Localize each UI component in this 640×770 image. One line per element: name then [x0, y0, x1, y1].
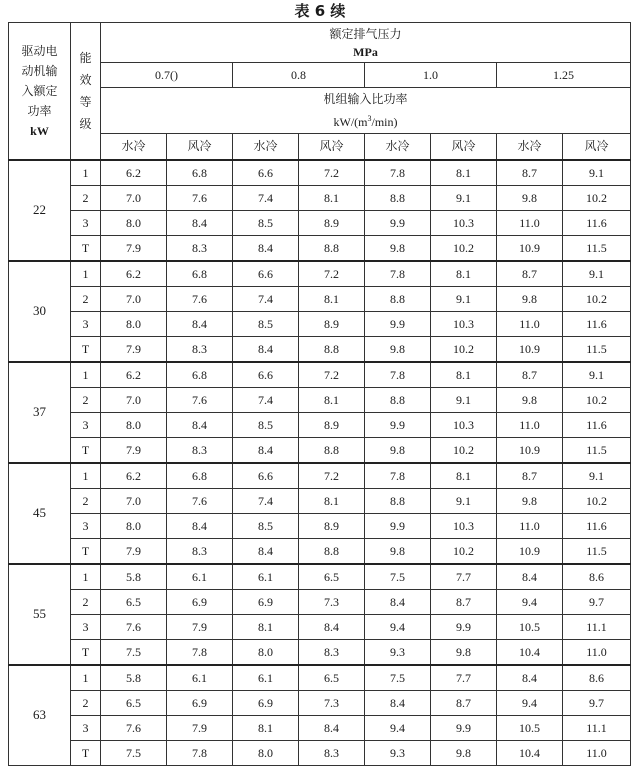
value-cell: 9.1 [431, 488, 497, 513]
value-cell: 10.3 [431, 513, 497, 538]
table-row [9, 715, 631, 740]
value-cell: 8.9 [299, 210, 365, 235]
value-cell: 8.1 [299, 488, 365, 513]
value-cell: 8.6 [563, 564, 631, 590]
value-cell: 9.8 [365, 538, 431, 564]
value-cell: 9.8 [365, 437, 431, 463]
value-cell: 6.1 [233, 665, 299, 691]
grade-cell: 2 [71, 387, 101, 412]
grade-header: 能 效 等 级 [71, 23, 101, 160]
value-cell: 6.8 [167, 261, 233, 287]
value-cell: 9.7 [563, 690, 631, 715]
value-cell: 6.2 [101, 362, 167, 388]
value-cell: 9.8 [497, 488, 563, 513]
value-cell: 9.1 [431, 286, 497, 311]
table-row [9, 261, 631, 287]
value-cell: 7.5 [365, 564, 431, 590]
value-cell: 11.5 [563, 336, 631, 362]
value-cell: 8.8 [299, 336, 365, 362]
value-cell: 7.2 [299, 362, 365, 388]
value-cell: 8.0 [101, 412, 167, 437]
cooling-air-header: 风冷 [167, 134, 233, 160]
power-cell: 63 [9, 665, 71, 766]
value-cell: 7.9 [167, 614, 233, 639]
cooling-water-header: 水冷 [497, 134, 563, 160]
table-row [9, 311, 631, 336]
grade-cell: 1 [71, 261, 101, 287]
grade-cell: 3 [71, 412, 101, 437]
value-cell: 8.4 [233, 437, 299, 463]
value-cell: 10.9 [497, 336, 563, 362]
value-cell: 8.4 [365, 690, 431, 715]
value-cell: 10.9 [497, 437, 563, 463]
value-cell: 7.6 [101, 614, 167, 639]
value-cell: 7.6 [167, 286, 233, 311]
value-cell: 8.4 [497, 665, 563, 691]
value-cell: 10.4 [497, 639, 563, 665]
value-cell: 9.8 [365, 336, 431, 362]
cooling-water-header: 水冷 [233, 134, 299, 160]
power-cell: 30 [9, 261, 71, 362]
value-cell: 7.8 [167, 639, 233, 665]
value-cell: 7.0 [101, 185, 167, 210]
value-cell: 8.3 [167, 437, 233, 463]
value-cell: 8.7 [431, 690, 497, 715]
value-cell: 10.2 [431, 336, 497, 362]
value-cell: 6.6 [233, 160, 299, 186]
value-cell: 8.5 [233, 513, 299, 538]
value-cell: 10.2 [563, 286, 631, 311]
grade-cell: T [71, 235, 101, 261]
value-cell: 8.7 [497, 160, 563, 186]
value-cell: 7.8 [167, 740, 233, 765]
grade-cell: 3 [71, 715, 101, 740]
value-cell: 7.5 [101, 740, 167, 765]
value-cell: 8.0 [101, 311, 167, 336]
value-cell: 8.0 [233, 740, 299, 765]
table-row [9, 160, 631, 186]
power-header: 驱动电 动机输 入额定 功率 kW [9, 23, 71, 160]
specific-power-table [8, 22, 631, 766]
value-cell: 10.3 [431, 210, 497, 235]
value-cell: 7.9 [101, 538, 167, 564]
grade-cell: 1 [71, 665, 101, 691]
grade-cell: 3 [71, 513, 101, 538]
grade-cell: T [71, 437, 101, 463]
value-cell: 7.4 [233, 185, 299, 210]
value-cell: 8.1 [431, 463, 497, 489]
value-cell: 5.8 [101, 564, 167, 590]
table-body [9, 160, 631, 766]
value-cell: 7.8 [365, 160, 431, 186]
grade-cell: 2 [71, 185, 101, 210]
value-cell: 8.9 [299, 513, 365, 538]
pressure-value: 1.0 [365, 63, 497, 88]
value-cell: 6.2 [101, 160, 167, 186]
value-cell: 11.0 [497, 513, 563, 538]
value-cell: 8.0 [233, 639, 299, 665]
value-cell: 9.4 [365, 715, 431, 740]
value-cell: 9.8 [431, 639, 497, 665]
cooling-air-header: 风冷 [563, 134, 631, 160]
value-cell: 10.2 [431, 538, 497, 564]
cooling-air-header: 风冷 [299, 134, 365, 160]
cooling-water-header: 水冷 [365, 134, 431, 160]
value-cell: 7.8 [365, 362, 431, 388]
value-cell: 6.5 [101, 690, 167, 715]
grade-cell: T [71, 740, 101, 765]
value-cell: 8.7 [431, 589, 497, 614]
table-row [9, 564, 631, 590]
value-cell: 10.4 [497, 740, 563, 765]
value-cell: 7.5 [101, 639, 167, 665]
value-cell: 8.4 [365, 589, 431, 614]
value-cell: 9.4 [365, 614, 431, 639]
value-cell: 9.9 [431, 715, 497, 740]
value-cell: 9.3 [365, 740, 431, 765]
value-cell: 9.9 [365, 513, 431, 538]
value-cell: 10.2 [431, 437, 497, 463]
value-cell: 9.8 [497, 387, 563, 412]
value-cell: 7.9 [101, 437, 167, 463]
value-cell: 6.5 [299, 564, 365, 590]
value-cell: 7.4 [233, 286, 299, 311]
value-cell: 9.9 [431, 614, 497, 639]
table-row [9, 235, 631, 261]
value-cell: 9.8 [497, 185, 563, 210]
value-cell: 7.7 [431, 665, 497, 691]
value-cell: 6.6 [233, 261, 299, 287]
value-cell: 5.8 [101, 665, 167, 691]
value-cell: 7.4 [233, 387, 299, 412]
value-cell: 6.2 [101, 261, 167, 287]
value-cell: 10.2 [563, 185, 631, 210]
grade-cell: 3 [71, 614, 101, 639]
grade-cell: 1 [71, 362, 101, 388]
table-row [9, 589, 631, 614]
value-cell: 8.4 [233, 235, 299, 261]
value-cell: 7.2 [299, 160, 365, 186]
pressure-value: 1.25 [497, 63, 631, 88]
value-cell: 9.4 [497, 690, 563, 715]
grade-cell: T [71, 336, 101, 362]
value-cell: 8.1 [299, 387, 365, 412]
value-cell: 9.7 [563, 589, 631, 614]
value-cell: 7.3 [299, 589, 365, 614]
value-cell: 6.9 [167, 690, 233, 715]
table-row [9, 286, 631, 311]
grade-cell: 2 [71, 690, 101, 715]
value-cell: 9.1 [563, 362, 631, 388]
grade-cell: T [71, 538, 101, 564]
grade-cell: 3 [71, 210, 101, 235]
value-cell: 8.3 [299, 740, 365, 765]
table-row [9, 437, 631, 463]
grade-cell: 1 [71, 463, 101, 489]
power-cell: 22 [9, 160, 71, 261]
value-cell: 7.9 [167, 715, 233, 740]
cooling-water-header: 水冷 [101, 134, 167, 160]
value-cell: 8.7 [497, 362, 563, 388]
value-cell: 8.9 [299, 412, 365, 437]
grade-cell: 3 [71, 311, 101, 336]
value-cell: 8.4 [299, 715, 365, 740]
grade-cell: 2 [71, 286, 101, 311]
power-cell: 37 [9, 362, 71, 463]
value-cell: 6.9 [167, 589, 233, 614]
value-cell: 9.8 [431, 740, 497, 765]
power-cell: 55 [9, 564, 71, 665]
table-row [9, 336, 631, 362]
value-cell: 7.2 [299, 261, 365, 287]
value-cell: 6.1 [233, 564, 299, 590]
value-cell: 6.5 [101, 589, 167, 614]
table-row [9, 488, 631, 513]
value-cell: 6.8 [167, 463, 233, 489]
value-cell: 11.0 [497, 412, 563, 437]
value-cell: 8.5 [233, 210, 299, 235]
value-cell: 6.1 [167, 564, 233, 590]
value-cell: 9.9 [365, 412, 431, 437]
value-cell: 8.1 [299, 185, 365, 210]
value-cell: 8.1 [431, 362, 497, 388]
value-cell: 7.4 [233, 488, 299, 513]
pressure-header: 额定排气压力 MPa [101, 23, 631, 63]
value-cell: 11.6 [563, 210, 631, 235]
value-cell: 7.8 [365, 463, 431, 489]
value-cell: 10.2 [563, 387, 631, 412]
value-cell: 8.8 [299, 437, 365, 463]
table-row [9, 387, 631, 412]
value-cell: 7.6 [167, 185, 233, 210]
value-cell: 8.8 [365, 488, 431, 513]
value-cell: 8.8 [299, 538, 365, 564]
table-row [9, 412, 631, 437]
specific-power-header: 机组输入比功率 $kW/(m^3/\min)$ [101, 88, 631, 134]
value-cell: 6.8 [167, 362, 233, 388]
value-cell: 9.1 [563, 463, 631, 489]
value-cell: 8.8 [299, 235, 365, 261]
value-cell: 10.3 [431, 412, 497, 437]
value-cell: 9.8 [497, 286, 563, 311]
value-cell: 10.3 [431, 311, 497, 336]
table-row [9, 362, 631, 388]
value-cell: 7.5 [365, 665, 431, 691]
value-cell: 11.5 [563, 538, 631, 564]
value-cell: 11.1 [563, 614, 631, 639]
value-cell: 8.5 [233, 311, 299, 336]
power-cell: 45 [9, 463, 71, 564]
value-cell: 6.6 [233, 362, 299, 388]
value-cell: 9.4 [497, 589, 563, 614]
value-cell: 8.4 [167, 311, 233, 336]
value-cell: 7.9 [101, 235, 167, 261]
value-cell: 8.0 [101, 513, 167, 538]
value-cell: 9.1 [563, 261, 631, 287]
value-cell: 8.4 [167, 513, 233, 538]
value-cell: 9.1 [431, 387, 497, 412]
value-cell: 10.9 [497, 538, 563, 564]
value-cell: 8.4 [233, 336, 299, 362]
value-cell: 8.4 [167, 210, 233, 235]
value-cell: 8.8 [365, 185, 431, 210]
value-cell: 7.0 [101, 387, 167, 412]
value-cell: 10.9 [497, 235, 563, 261]
value-cell: 6.2 [101, 463, 167, 489]
value-cell: 6.5 [299, 665, 365, 691]
value-cell: 6.6 [233, 463, 299, 489]
value-cell: 8.0 [101, 210, 167, 235]
value-cell: 8.1 [431, 261, 497, 287]
value-cell: 10.5 [497, 715, 563, 740]
value-cell: 7.2 [299, 463, 365, 489]
table-row [9, 740, 631, 765]
value-cell: 9.1 [431, 185, 497, 210]
value-cell: 8.8 [365, 286, 431, 311]
value-cell: 7.3 [299, 690, 365, 715]
grade-cell: 1 [71, 564, 101, 590]
table-row [9, 665, 631, 691]
cooling-air-header: 风冷 [431, 134, 497, 160]
table-row [9, 513, 631, 538]
value-cell: 8.3 [167, 336, 233, 362]
table-caption: 表 6 续 [294, 2, 346, 20]
value-cell: 8.3 [167, 235, 233, 261]
value-cell: 11.6 [563, 513, 631, 538]
value-cell: 8.4 [167, 412, 233, 437]
value-cell: 11.0 [497, 311, 563, 336]
value-cell: 7.9 [101, 336, 167, 362]
value-cell: 7.0 [101, 488, 167, 513]
value-cell: 7.6 [167, 387, 233, 412]
value-cell: 9.9 [365, 311, 431, 336]
table-row [9, 538, 631, 564]
value-cell: 9.8 [365, 235, 431, 261]
table-row [9, 210, 631, 235]
value-cell: 9.1 [563, 160, 631, 186]
value-cell: 8.4 [233, 538, 299, 564]
value-cell: 10.2 [431, 235, 497, 261]
value-cell: 11.1 [563, 715, 631, 740]
value-cell: 10.2 [563, 488, 631, 513]
value-cell: 8.8 [365, 387, 431, 412]
value-cell: 8.1 [233, 715, 299, 740]
value-cell: 8.7 [497, 261, 563, 287]
value-cell: 11.0 [563, 740, 631, 765]
table-row [9, 614, 631, 639]
value-cell: 7.6 [167, 488, 233, 513]
grade-cell: 2 [71, 589, 101, 614]
value-cell: 8.7 [497, 463, 563, 489]
value-cell: 8.1 [233, 614, 299, 639]
value-cell: 8.1 [431, 160, 497, 186]
table-row [9, 639, 631, 665]
value-cell: 8.6 [563, 665, 631, 691]
value-cell: 8.1 [299, 286, 365, 311]
table-row [9, 185, 631, 210]
value-cell: 8.5 [233, 412, 299, 437]
value-cell: 8.4 [497, 564, 563, 590]
value-cell: 11.6 [563, 311, 631, 336]
value-cell: 7.8 [365, 261, 431, 287]
value-cell: 11.5 [563, 235, 631, 261]
value-cell: 11.0 [497, 210, 563, 235]
value-cell: 8.4 [299, 614, 365, 639]
table-row [9, 463, 631, 489]
pressure-value: 0.7() [101, 63, 233, 88]
value-cell: 6.8 [167, 160, 233, 186]
grade-cell: 1 [71, 160, 101, 186]
value-cell: 11.0 [563, 639, 631, 665]
value-cell: 8.3 [299, 639, 365, 665]
pressure-value: 0.8 [233, 63, 365, 88]
value-cell: 7.6 [101, 715, 167, 740]
grade-cell: 2 [71, 488, 101, 513]
table-row [9, 690, 631, 715]
value-cell: 8.3 [167, 538, 233, 564]
value-cell: 6.1 [167, 665, 233, 691]
value-cell: 9.9 [365, 210, 431, 235]
grade-cell: T [71, 639, 101, 665]
value-cell: 11.6 [563, 412, 631, 437]
value-cell: 6.9 [233, 589, 299, 614]
value-cell: 10.5 [497, 614, 563, 639]
value-cell: 7.0 [101, 286, 167, 311]
value-cell: 8.9 [299, 311, 365, 336]
value-cell: 7.7 [431, 564, 497, 590]
value-cell: 6.9 [233, 690, 299, 715]
value-cell: 11.5 [563, 437, 631, 463]
value-cell: 9.3 [365, 639, 431, 665]
